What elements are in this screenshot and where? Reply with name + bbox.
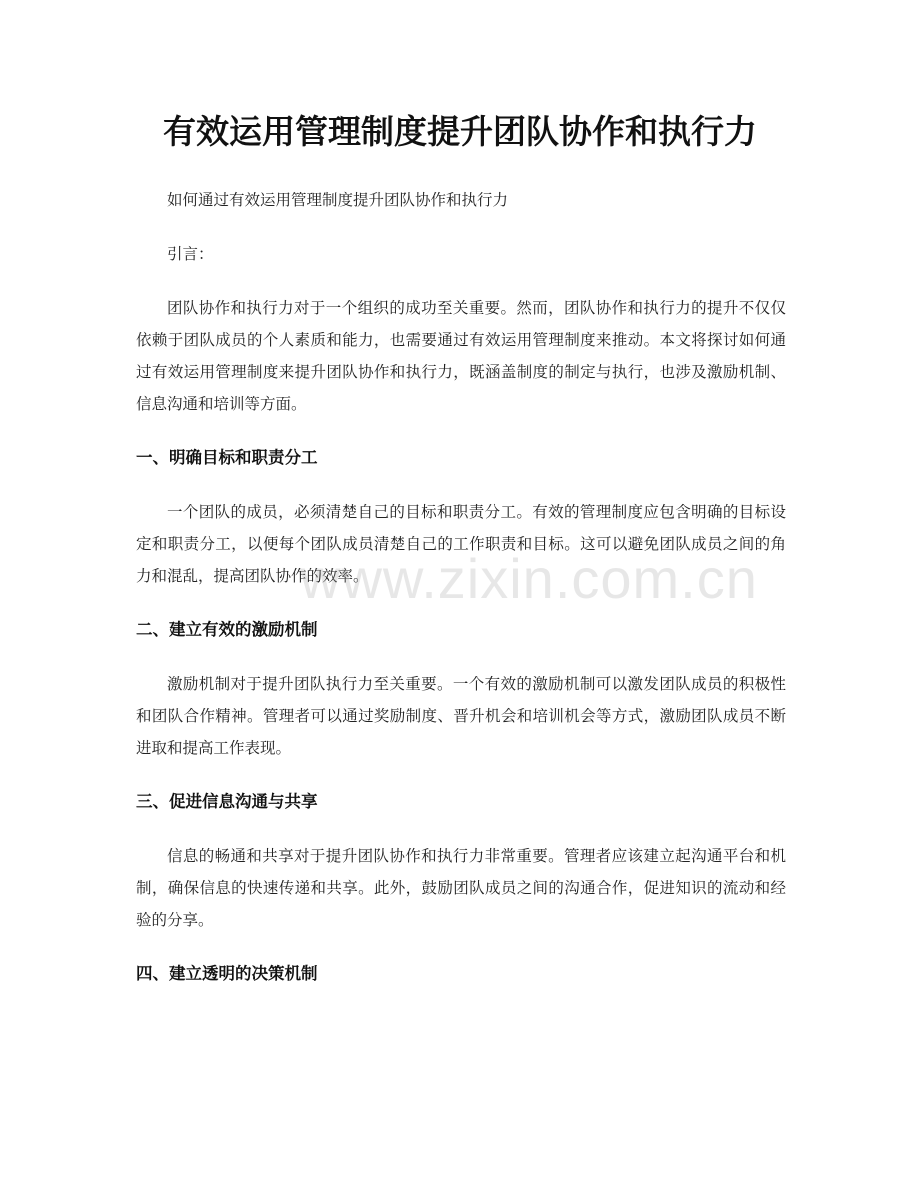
section-paragraph-1: 一个团队的成员，必须清楚自己的目标和职责分工。有效的管理制度应包含明确的目标设定和职责分工，以便每个团队成员清楚自己的工作职责和目标。这可以避免团队成员之间的角力和混乱，提高团队协作的效率。 — [136, 503, 786, 585]
section-paragraph-2: 激励机制对于提升团队执行力至关重要。一个有效的激励机制可以激发团队成员的积极性和团队合作精神。管理者可以通过奖励制度、晋升机会和培训机会等方式，激励团队成员不断进取和提高工作表现。 — [136, 675, 786, 757]
document-title: 有效运用管理制度提升团队协作和执行力 — [163, 112, 757, 151]
document-body — [136, 184, 786, 1012]
subtitle-paragraph: 如何通过有效运用管理制度提升团队协作和执行力 — [167, 191, 509, 209]
intro-label: 引言： — [167, 245, 214, 263]
section-heading-1: 一、明确目标和职责分工 — [136, 448, 318, 467]
section-heading-3: 三、促进信息沟通与共享 — [136, 792, 318, 811]
intro-paragraph: 团队协作和执行力对于一个组织的成功至关重要。然而，团队协作和执行力的提升不仅仅依赖于团队成员的个人素质和能力，也需要通过有效运用管理制度来推动。本文将探讨如何通过有效运用管理制度来提升团队协作和执行力，既涵盖制度的制定与执行，也涉及激励机制、信息沟通和培训等方面。 — [136, 299, 786, 413]
watermark: www.zixin.com.cn — [300, 547, 758, 610]
section-heading-4: 四、建立透明的决策机制 — [136, 964, 318, 983]
section-heading-2: 二、建立有效的激励机制 — [136, 620, 318, 639]
section-paragraph-3: 信息的畅通和共享对于提升团队协作和执行力非常重要。管理者应该建立起沟通平台和机制，确保信息的快速传递和共享。此外，鼓励团队成员之间的沟通合作，促进知识的流动和经验的分享。 — [136, 847, 786, 929]
